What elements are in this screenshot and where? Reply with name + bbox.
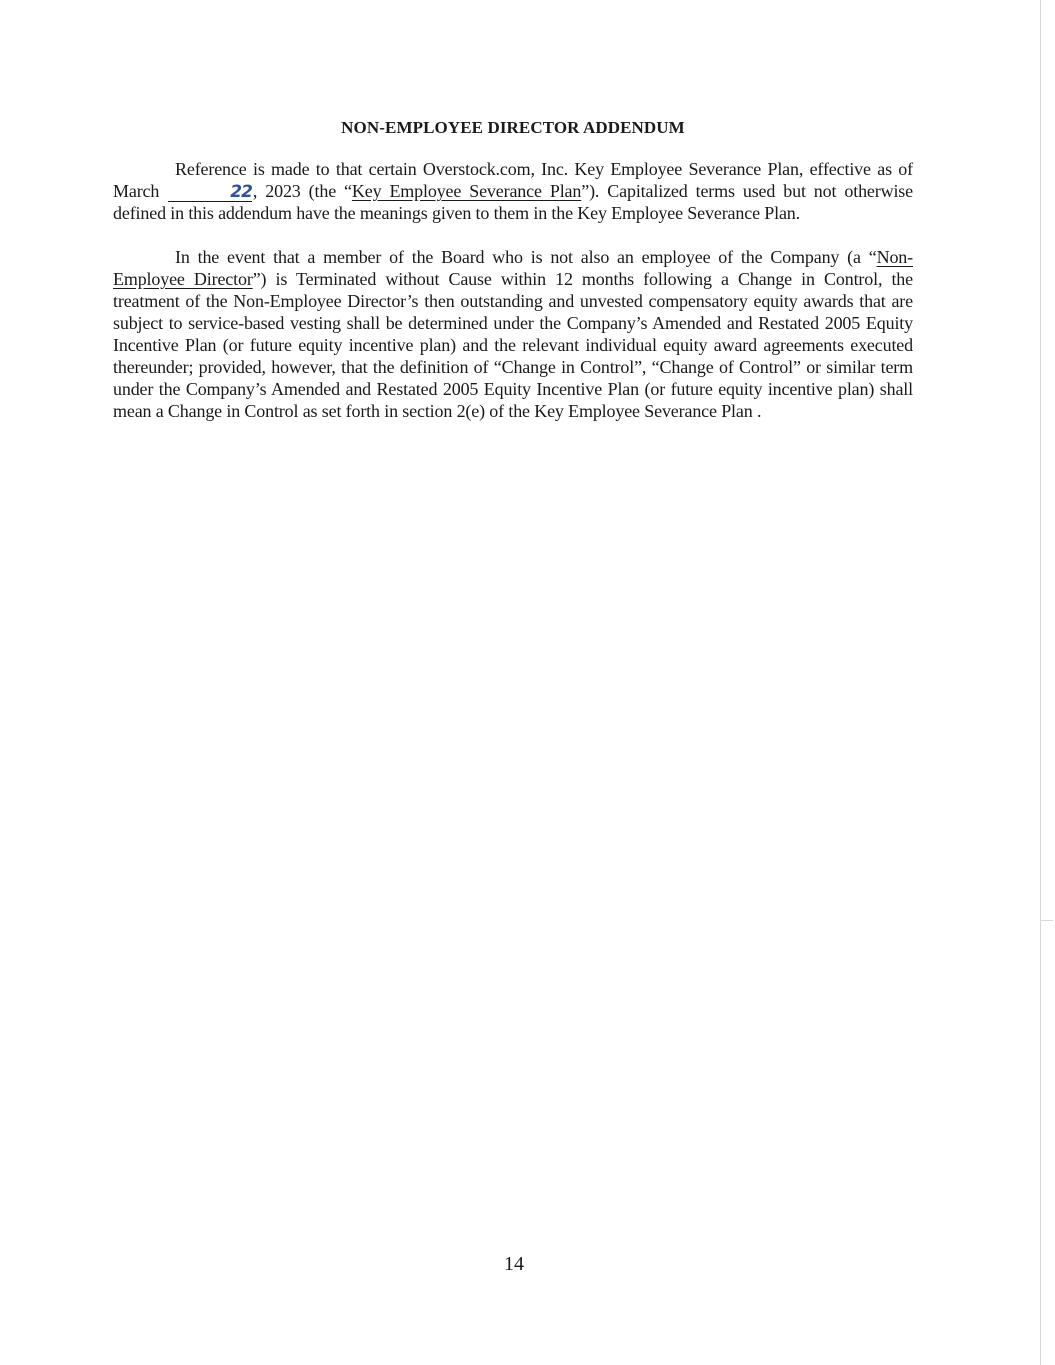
paragraph-reference [113,158,913,224]
defined-term-key-employee-severance-plan: Key Employee Severance Plan [351,181,582,201]
handwritten-day: 22 [230,182,252,202]
paragraph-director-text-1: In the event that a member of the Board who is not also an employee of the Company (a “ [175,247,877,267]
document-page [113,118,913,444]
handwritten-date-field [168,182,252,202]
page-number: 14 [504,1253,524,1275]
scan-edge-mark [1041,920,1053,921]
document-title: NON-EMPLOYEE DIRECTOR ADDENDUM [341,118,685,137]
paragraph-reference-text-2: , 2023 (the “ [252,181,352,201]
scan-edge-line [1040,0,1041,1365]
paragraph-reference-text-3: ”). Capitalized terms used but not otherwise defined in this addendum have the meanings given to them in the Key Employee Severance Plan. [113,181,913,223]
paragraph-non-employee-director [113,246,913,422]
paragraph-director-text-2: ”) is Terminated without Cause within 12 months following a Change in Control, the treatment of the Non-Employee Director’s then outstanding and unvested compensatory equity awards that are subject to service-based vesting shall be determined under the Company’s Amended and Restated 2005 Equity Incentive Plan (or future equity incentive plan) and the relevant individual equity award agreements executed thereunder; provided, however, that the definition of “Change in Control”, “Change of Control” or similar term under the Company’s Amended and Restated 2005 Equity Incentive Plan (or future equity incentive plan) shall mean a Change in Control as set forth in section 2(e) of the Key Employee Severance Plan . [113,269,913,421]
paragraph-reference-text-1: Reference is made to that certain Overstock.com, Inc. Key Employee Severance Plan, effective as of March [113,159,913,201]
defined-term-non-employee-director: Non-Employee Director [113,247,913,289]
